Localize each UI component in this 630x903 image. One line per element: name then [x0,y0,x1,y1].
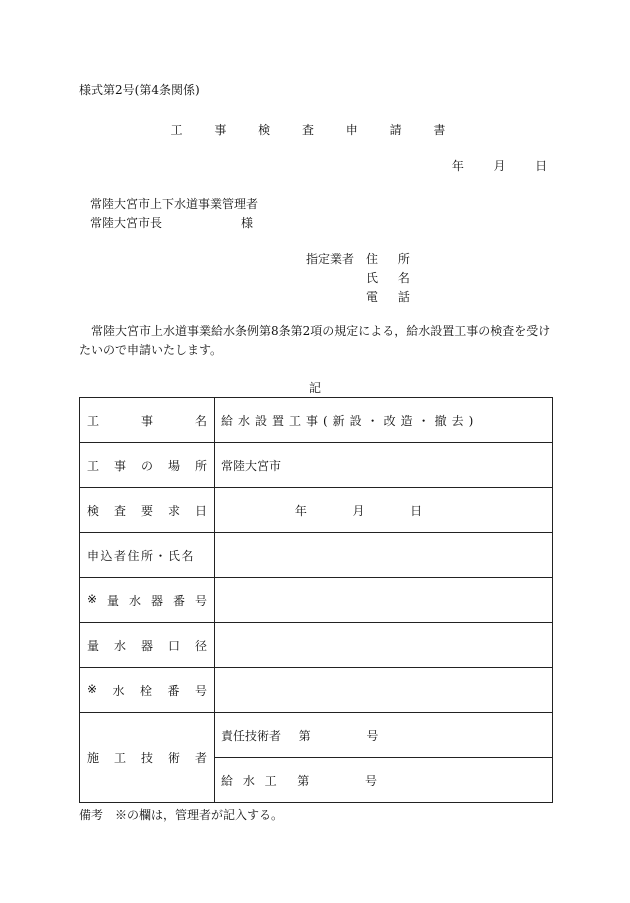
date-year: 年 [451,159,464,173]
plumber-go: 号 [364,773,377,788]
table-row [80,623,553,668]
application-date [448,157,547,174]
row-label-applicant: 申込者住所・氏名 [80,533,215,578]
addressee-line-1: 常陸大宮市上下水道事業管理者 [90,197,259,211]
applicant-name-label: 氏 名 [366,271,418,285]
meter-diameter-field[interactable] [215,623,553,668]
row-label-meter-diameter: 量 水 器 口 径 [80,623,215,668]
date-day: 日 [535,159,548,173]
table-row [80,443,553,488]
row-label-construction-site: 工 事 の 場 所 [80,443,215,488]
faucet-number-field[interactable] [215,668,553,713]
table-row [80,713,553,758]
ki-heading: 記 [308,381,321,395]
inspection-date-year: 年 [294,503,307,518]
remarks-note: 備考 ※の欄は，管理者が記入する。 [79,808,284,822]
table-row [80,668,553,713]
inspection-date-month: 月 [352,503,365,518]
applicant-block [306,250,418,307]
form-number: 様式第2号(第4条関係) [79,83,200,97]
table-row [80,488,553,533]
row-label-faucet-number: ※ 水 栓 番 号 [80,668,215,713]
addressee-line-2: 常陸大宮市長 [90,216,163,230]
chief-engineer-label: 責任技術者 [221,728,282,743]
request-statement: 常陸大宮市上水道事業給水条例第8条第2項の規定による，給水設置工事の検査を受けたいので申請いたします。 [79,324,551,357]
addressee-honorific: 様 [241,216,254,230]
inspection-form-table [79,397,553,803]
meter-number-field[interactable] [215,578,553,623]
row-label-meter-number: ※ 量 水 器 番 号 [80,578,215,623]
construction-site-field[interactable]: 常陸大宮市 [215,443,553,488]
inspection-date-day: 日 [410,503,423,518]
table-row [80,578,553,623]
chief-engineer-field[interactable] [215,713,553,758]
applicant-phone-label: 電 話 [366,290,418,304]
plumber-dai: 第 [297,773,310,788]
construction-name-field[interactable]: 給水設置工事(新設・改造・撤去) [215,398,553,443]
applicant-role: 指定業者 [306,252,355,266]
date-month: 月 [493,159,506,173]
plumber-label: 給 水 工 [221,773,280,788]
plumber-field[interactable] [215,758,553,803]
chief-engineer-dai: 第 [298,728,311,743]
row-label-construction-engineer: 施 工 技 術 者 [80,713,215,803]
applicant-address-label: 住 所 [366,252,418,266]
row-label-inspection-date: 検 査 要 求 日 [80,488,215,533]
table-row [80,398,553,443]
chief-engineer-go: 号 [366,728,379,743]
document-title: 工 事 検 査 申 請 書 [170,123,460,137]
table-row [80,533,553,578]
applicant-field[interactable] [215,533,553,578]
inspection-date-field[interactable] [215,488,553,533]
row-label-construction-name: 工 事 名 [80,398,215,443]
